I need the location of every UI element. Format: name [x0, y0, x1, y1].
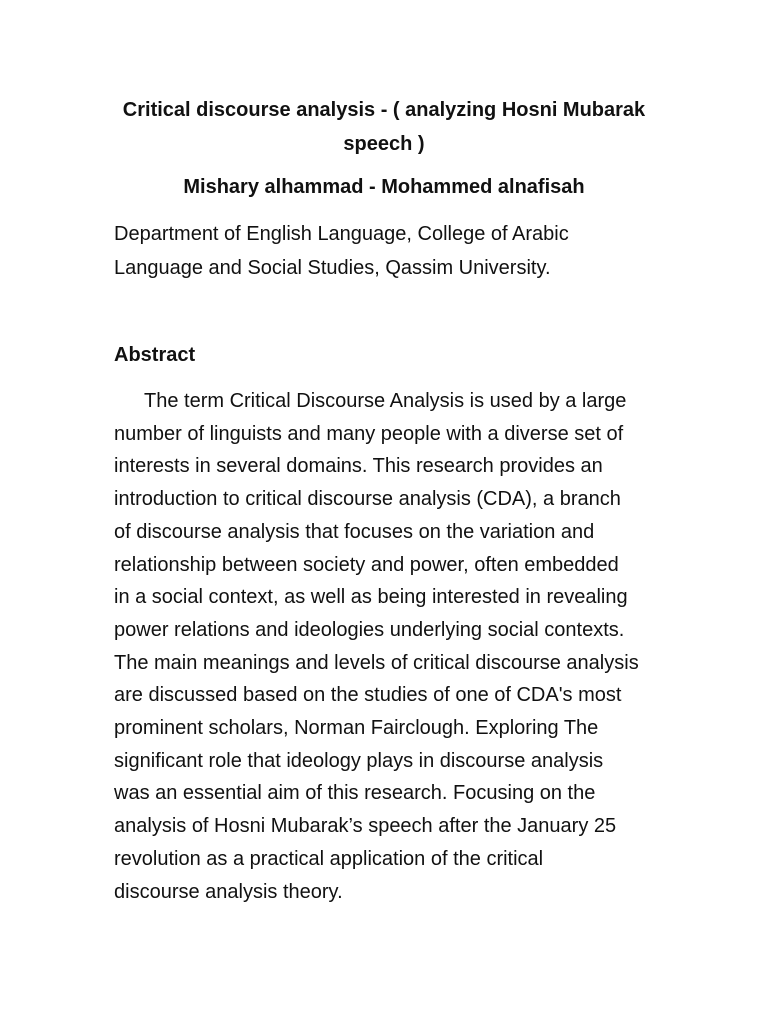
paper-title	[114, 93, 654, 161]
abstract-line: The term Critical Discourse Analysis is used by a large	[144, 390, 627, 412]
abstract-line: discourse analysis theory.	[114, 880, 343, 903]
abstract-line: in a social context, as well as being interested in revealing	[114, 586, 628, 609]
abstract-line: are discussed based on the studies of one of CDA's most	[114, 684, 622, 707]
abstract-line: analysis of Hosni Mubarak’s speech after the January 25	[114, 815, 617, 838]
abstract-line: significant role that ideology plays in discourse analysis	[114, 749, 604, 772]
affiliation-line-2: Language and Social Studies, Qassim University.	[114, 257, 551, 279]
paper-authors: Mishary alhammad - Mohammed alnafisah	[183, 176, 585, 198]
abstract-line: number of linguists and many people with a diverse set of	[114, 422, 624, 445]
abstract-line: revolution as a practical application of the critical	[114, 847, 544, 870]
paper-title-line-1: Critical discourse analysis - ( analyzing Hosni Mubarak	[122, 99, 646, 121]
affiliation-line-1: Department of English Language, College of Arabic	[114, 223, 569, 245]
abstract-line: was an essential aim of this research. Focusing on the	[114, 782, 596, 805]
author-affiliation	[114, 217, 654, 285]
abstract-line: The main meanings and levels of critical discourse analysis	[114, 651, 639, 674]
paper-title-line-2: speech )	[343, 133, 425, 155]
abstract-line: interests in several domains. This research provides an	[114, 455, 603, 478]
abstract-line: relationship between society and power, often embedded	[114, 553, 619, 576]
abstract-heading: Abstract	[114, 344, 196, 366]
abstract-line: prominent scholars, Norman Fairclough. Exploring The	[114, 717, 599, 740]
abstract-body	[114, 385, 654, 908]
abstract-line: power relations and ideologies underlying social contexts.	[114, 618, 625, 641]
abstract-line: introduction to critical discourse analysis (CDA), a branch	[114, 488, 621, 511]
abstract-line: of discourse analysis that focuses on the variation and	[114, 520, 595, 543]
